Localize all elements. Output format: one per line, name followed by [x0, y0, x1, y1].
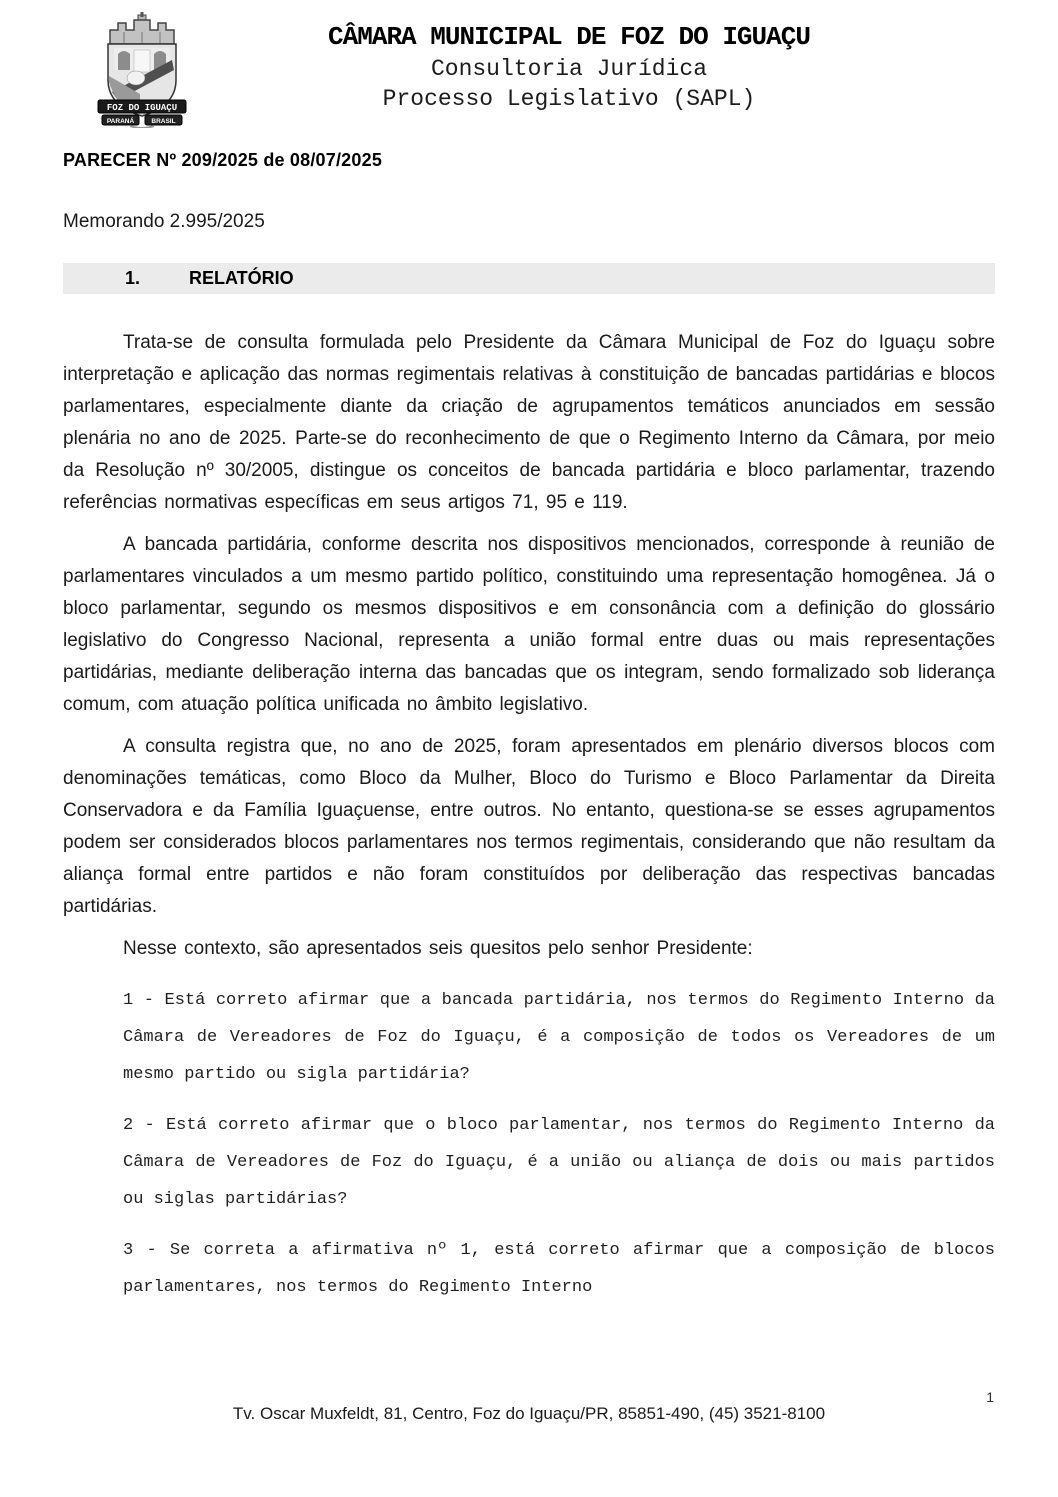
- org-subtitle-2: Processo Legislativo (SAPL): [382, 86, 756, 112]
- logo-banner-main: FOZ DO IGUAÇU: [106, 103, 178, 113]
- section-heading-relatorio: [63, 263, 995, 294]
- coat-of-arms-logo: [94, 12, 190, 128]
- coat-of-arms-icon: [94, 12, 190, 128]
- parecer-heading: PARECER Nº 209/2025 de 08/07/2025: [63, 150, 383, 170]
- org-subtitle-1: Consultoria Jurídica: [430, 56, 708, 82]
- memo-reference: Memorando 2.995/2025: [63, 211, 265, 232]
- paragraph: Trata-se de consulta formulada pelo Presidente da Câmara Municipal de Foz do Iguaçu sobre interpretação e aplicação das normas regimentais relativas à constituição de bancadas partidárias e blocos parlamentares, especialmente diante da criação de agrupamentos temáticos anunciados em sessão plenária no ano de 2025. Parte-se do reconhecimento de que o Regimento Interno da Câmara, por meio da Resolução nº 30/2005, distingue os conceitos de bancada partidária e bloco parlamentar, trazendo referências normativas específicas em seus artigos 71, 95 e 119.: [63, 332, 995, 513]
- logo-banner-right: BRASIL: [151, 118, 176, 125]
- document-body: [63, 150, 995, 1306]
- section-number: 1.: [125, 268, 141, 288]
- footer-address: Tv. Oscar Muxfeldt, 81, Centro, Foz do Iguaçu/PR, 85851-490, (45) 3521-8100: [232, 1404, 826, 1423]
- org-title: CÂMARA MUNICIPAL DE FOZ DO IGUAÇU: [328, 22, 810, 52]
- quesito-item: 3 - Se correta a afirmativa nº 1, está correto afirmar que a composição de blocos parlamentares, nos termos do Regimento Interno: [123, 1241, 995, 1297]
- paragraph: A consulta registra que, no ano de 2025, foram apresentados em plenário diversos blocos com denominações temáticas, como Bloco da Mulher, Bloco do Turismo e Bloco Parlamentar da Direita Conservadora e da Família Iguaçuense, entre outros. No entanto, questiona-se se esses agrupamentos podem ser considerados blocos parlamentares nos termos regimentais, considerando que não resultam da aliança formal entre partidos e não foram constituídos por deliberação das respectivas bancadas partidárias.: [63, 736, 995, 917]
- logo-banner-left: PARANÁ: [106, 118, 135, 125]
- section-title: RELATÓRIO: [189, 268, 294, 288]
- quesito-item: 2 - Está correto afirmar que o bloco parlamentar, nos termos do Regimento Interno da Câmara de Vereadores de Foz do Iguaçu, é a união ou aliança de dois ou mais partidos ou siglas partidárias?: [123, 1116, 995, 1209]
- paragraph: A bancada partidária, conforme descrita nos dispositivos mencionados, corresponde à reunião de parlamentares vinculados a um mesmo partido político, constituindo uma representação homogênea. Já o bloco parlamentar, segundo os mesmos dispositivos e em consonância com a definição do glossário legislativo do Congresso Nacional, representa a união formal entre duas ou mais representações partidárias, mediante deliberação interna das bancadas que os integram, sendo formalizado sob liderança comum, com atuação política unificada no âmbito legislativo.: [63, 534, 995, 715]
- quesito-item: 1 - Está correto afirmar que a bancada partidária, nos termos do Regimento Interno da Câmara de Vereadores de Foz do Iguaçu, é a composição de todos os Vereadores de um mesmo partido ou sigla partidária?: [123, 991, 995, 1084]
- letterhead: [120, 0, 1018, 114]
- paragraph: Nesse contexto, são apresentados seis quesitos pelo senhor Presidente:: [123, 938, 753, 959]
- page-number: 1: [986, 1389, 994, 1405]
